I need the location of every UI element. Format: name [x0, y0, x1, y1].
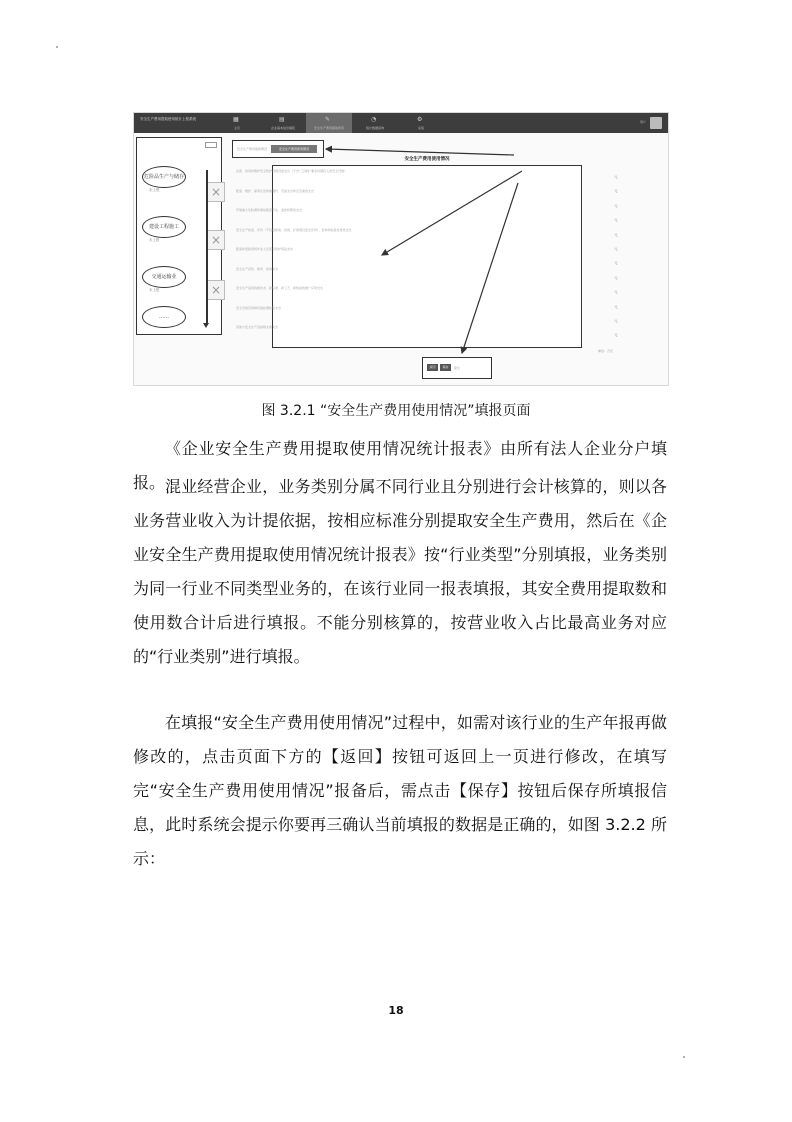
tab-cost-extraction[interactable]: 安全生产费用提取情况: [237, 147, 268, 151]
arrow-to-tab: [326, 149, 514, 155]
value-unit[interactable]: 元: [614, 333, 618, 338]
table-row: 完善、改造和维护安全防护设施设备支出（不含“三同时”要求初期投入的安全设施）: [236, 169, 348, 173]
sidebar-item-industry[interactable]: 危险品生产与储存: [142, 166, 186, 188]
value-unit[interactable]: 元: [614, 275, 618, 280]
value-unit[interactable]: 元: [614, 232, 618, 237]
paragraph-1: 《企业安全生产费用提取使用情况统计报表》由所有法人企业分户填报。: [133, 439, 667, 492]
settings-icon: ⚙: [417, 116, 423, 123]
value-unit[interactable]: 元: [614, 304, 618, 309]
document-icon: ▤: [279, 116, 285, 123]
arrow-to-buttons: [462, 183, 518, 353]
nav-label: 企业基本信息填报: [270, 126, 295, 130]
close-icon[interactable]: ×: [207, 182, 225, 202]
value-unit[interactable]: 元: [614, 290, 618, 295]
table-row: 配备、维护、保养应急救援器材、设备支出和应急演练支出: [236, 188, 315, 193]
paragraph-3: 在填报“安全生产费用使用情况”过程中，如需对该行业的生产年报再做修改的，点击页面下方的【返回】按钮可返回上一页进行修改，在填写完“安全生产费用使用情况”报备后，需点击【保存】按钮后保存所填报信息，此时系统会提示你要再三确认当前填报的数据是正确的，如图 3.2.2 所示：: [133, 713, 667, 868]
chart-icon: ◔: [371, 116, 377, 123]
grid-icon: ▦: [233, 116, 239, 123]
nav-label: 统计数据查询: [365, 126, 384, 130]
nav-label: 安全生产费用提取使用: [313, 126, 344, 130]
table-row: 安全设施及特种设备检测检验支出: [236, 305, 282, 310]
value-unit[interactable]: 元: [614, 246, 618, 251]
user-label: 用户: [639, 120, 646, 124]
table-row: 配备和更新现场作业人员安全防护用品支出: [236, 247, 294, 251]
save-button[interactable]: 保存: [440, 364, 451, 371]
app-title: 安全生产费用提取使用统计上报系统: [140, 117, 196, 121]
close-icon[interactable]: ×: [207, 280, 225, 300]
nav-label: 主页: [233, 126, 240, 130]
table-row: 安全生产适用的新技术、新标准、新工艺、新装备的推广应用支出: [236, 286, 324, 290]
sidebar-item-industry[interactable]: 建设工程施工: [142, 216, 186, 238]
tab-cost-usage[interactable]: 安全生产费用使用情况: [271, 145, 317, 153]
arrow-to-table: [382, 171, 522, 255]
table-row: 开展重大危险源和事故隐患评估、监控和整改支出: [236, 208, 303, 212]
sidebar-item-status: 未上报: [149, 188, 160, 192]
value-unit[interactable]: 元: [614, 218, 618, 223]
annotation-arrows: [134, 113, 668, 385]
back-button[interactable]: 返回: [427, 364, 438, 371]
sidebar-item-industry[interactable]: 交通运输业: [142, 266, 186, 288]
table-row: 其他与安全生产直接相关的支出: [236, 325, 279, 329]
unit-note: 单位：万元: [598, 349, 614, 353]
nav-label: 系统: [417, 126, 424, 130]
close-icon[interactable]: ×: [207, 230, 225, 250]
value-unit[interactable]: 元: [614, 189, 618, 194]
figure-caption: 图 3.2.1 “安全生产费用使用情况”填报页面: [261, 403, 531, 419]
paragraph-2: 混业经营企业，业务类别分属不同行业且分别进行会计核算的，则以各业务营业收入为计提依据，按相应标准分别提取安全生产费用，然后在《企业安全生产费用提取使用情况统计报表》按“行业类型”分别填报，业务类别为同一行业不同类型业务的，在该行业同一报表填报，其安全费用提取数和使用数合计后进行填报。不能分别核算的，按营业收入占比最高业务对应的“行业类别”进行填报。: [133, 477, 667, 666]
scan-speck: [683, 1056, 685, 1058]
table-title: 安全生产费用使用情况: [404, 157, 450, 162]
submit-hint: 提交: [454, 366, 461, 370]
sidebar-item-status: 未上报: [149, 238, 160, 242]
edit-icon: ✎: [325, 116, 331, 123]
value-unit[interactable]: 元: [614, 203, 618, 208]
scan-speck: [56, 46, 58, 48]
table-row: 安全生产宣传、教育、培训支出: [236, 266, 279, 271]
table-row: 安全生产检查、评价（不包括新建、改建、扩建项目安全评价）、咨询和标准化建设支出: [236, 227, 352, 232]
value-unit[interactable]: 元: [614, 175, 618, 179]
value-unit[interactable]: 元: [614, 261, 618, 266]
sidebar-item-more[interactable]: ……: [142, 306, 186, 328]
page-number: 18: [388, 1004, 404, 1017]
sidebar-item-status: 未上报: [149, 288, 160, 292]
value-unit[interactable]: 元: [614, 318, 618, 323]
figure-screenshot: [133, 112, 669, 386]
